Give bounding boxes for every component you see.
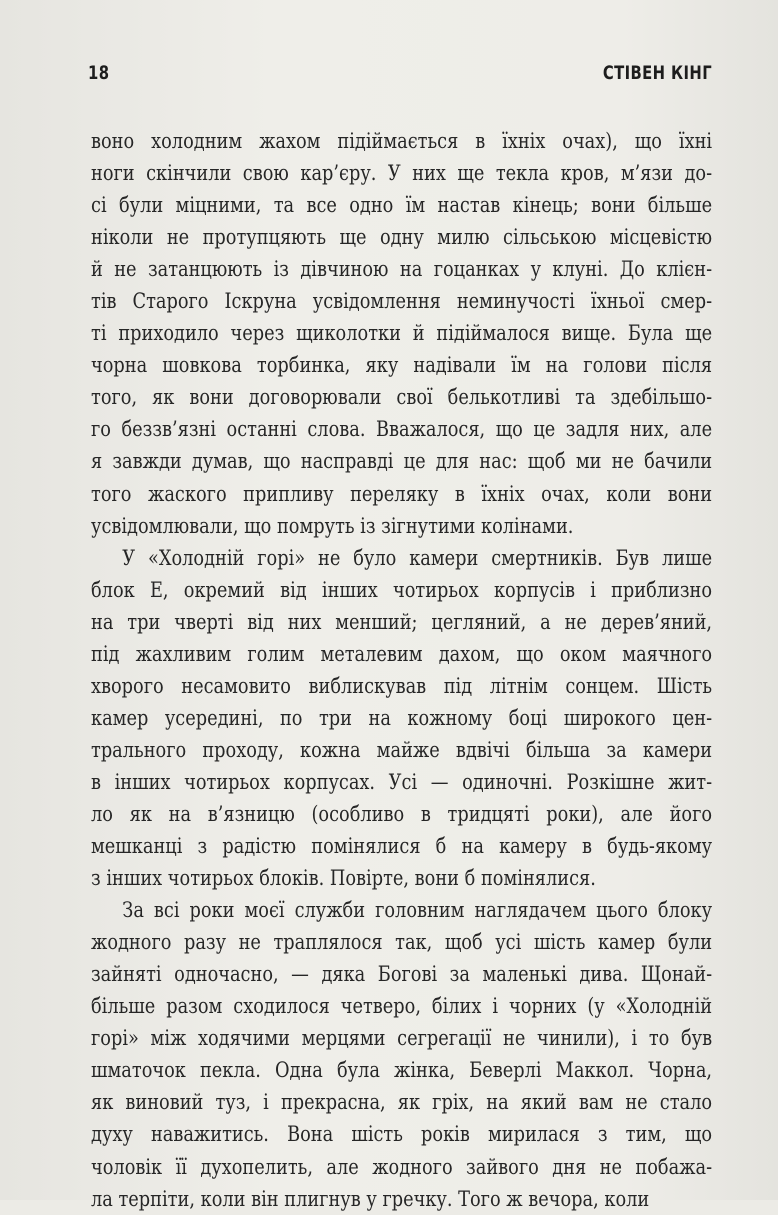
text-line: під жахливим голим металевим дахом, що оком маячного: [91, 641, 713, 666]
text-line: чоловік її духопелить, але жодного зайвого дня не побажа-: [91, 1154, 713, 1179]
text-line: я завжди думав, що насправді це для нас: щоб ми не бачили: [91, 449, 713, 474]
text-line: У «Холодній горі» не було камери смертників. Був лише: [122, 545, 713, 570]
text-line: ла терпіти, коли він плигнув у гречку. Того ж вечора, коли: [91, 1186, 650, 1211]
text-line: духу наважитись. Вона шість років мирилася з тим, що: [91, 1122, 713, 1147]
text-line: камер усередині, по три на кожному боці широкого цен-: [91, 705, 713, 730]
text-line: го беззв’язні останні слова. Вважалося, що це задля них, але: [91, 417, 713, 442]
text-line: мешканці з радістю помінялися б на камеру в будь-якому: [91, 834, 713, 859]
paragraph: [91, 894, 712, 1214]
text-line: За всі роки моєї служби головним наглядачем цього блоку: [122, 898, 713, 923]
text-line: усвідомлювали, що помруть із зігнутими колінами.: [91, 513, 574, 538]
text-line: воно холодним жахом підіймається в їхніх очах), що їхні: [91, 129, 713, 153]
text-line: тів Старого Іскруна усвідомлення неминучості їхньої смер-: [91, 289, 713, 314]
text-line: жодного разу не траплялося так, щоб усі шість камер були: [91, 930, 713, 955]
text-line: більше разом сходилося четверо, білих і чорних (у «Холодній: [91, 994, 713, 1019]
running-head-author: СТІВЕН КІНГ: [602, 62, 712, 84]
page-number: 18: [88, 62, 110, 84]
text-line: сі були міцними, та все одно їм настав кінець; вони більше: [91, 193, 713, 218]
text-line: шматочок пекла. Одна була жінка, Беверлі Маккол. Чорна,: [91, 1058, 713, 1083]
text-line: чорна шовкова торбинка, яку надівали їм на голови після: [91, 353, 713, 378]
text-line: горі» між ходячими мерцями сегрегації не чинили), і то був: [91, 1026, 713, 1051]
text-line: як виновий туз, і прекрасна, як гріх, на який вам не стало: [91, 1090, 713, 1115]
body-text: [91, 125, 712, 1215]
text-line: ніколи не протупцяють ще одну милю сільською місцевістю: [91, 225, 713, 250]
text-line: ті приходило через щиколотки й підіймалося вище. Була ще: [91, 321, 713, 346]
text-line: на три чверті від них менший; цегляний, а не дерев’яний,: [91, 609, 713, 634]
text-line: в інших чотирьох корпусах. Усі — одиночні. Розкішне жит-: [91, 769, 713, 794]
text-line: ноги скінчили свою кар’єру. У них ще текла кров, м’язи до-: [91, 161, 713, 186]
text-line: трального проходу, кожна майже вдвічі більша за камери: [91, 737, 713, 762]
text-line: хворого несамовито виблискував під літнім сонцем. Шість: [91, 673, 713, 698]
text-line: ло як на в’язницю (особливо в тридцяті роки), але його: [91, 801, 713, 826]
text-line: того, як вони договорювали свої белькотливі та здебільшо-: [91, 385, 713, 410]
text-line: блок Е, окремий від інших чотирьох корпусів і приблизно: [91, 577, 713, 602]
text-line: з інших чотирьох блоків. Повірте, вони б помінялися.: [91, 866, 596, 891]
text-line: того жаского припливу переляку в їхніх очах, коли вони: [91, 481, 713, 506]
paragraph: [91, 125, 712, 542]
paragraph: [91, 542, 712, 895]
text-line: й не затанцюють із дівчиною на гоцанках у клуні. До клієн-: [91, 257, 713, 282]
text-line: зайняті одночасно, — дяка Богові за маленькі дива. Щонай-: [91, 962, 713, 987]
